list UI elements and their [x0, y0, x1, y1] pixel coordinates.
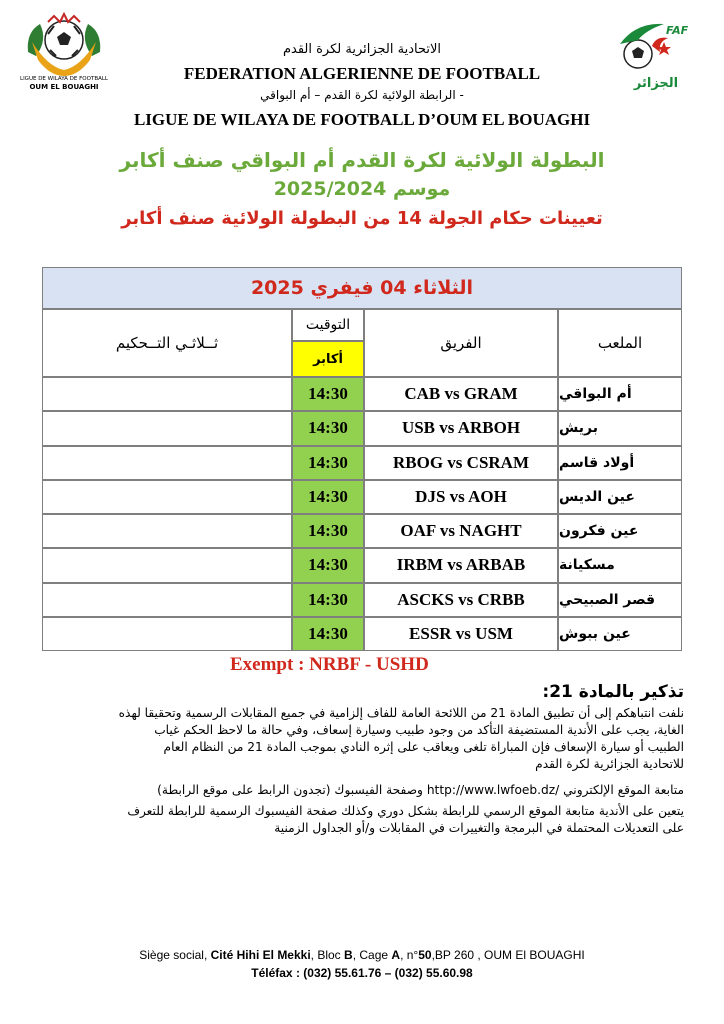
footer-phone: Téléfax : (032) 55.61.76 – (032) 55.60.98 [251, 966, 473, 980]
referees-cell [42, 514, 292, 548]
time-cell: 14:30 [292, 514, 364, 548]
league-logo-line1: LIGUE DE WILAYA DE FOOTBALL [20, 76, 108, 82]
match-cell: ASCKS vs CRBB [364, 583, 558, 617]
footer-prefix: Siège social, [139, 948, 208, 962]
referees-cell [42, 548, 292, 582]
referees-cell [42, 377, 292, 411]
faf-logo-text: الجزائر [633, 76, 679, 91]
reminder-line: نلفت انتباهكم إلى أن تطبيق المادة 21 من اللائحة العامة للفاف إلزامية في جميع المقابلات الرسمية وتحقيقا لهذه [118, 706, 684, 720]
championship-title: البطولة الولائية لكرة القدم أم البواقي صنف أكابر [119, 148, 605, 172]
venue-cell: عين فكرون [558, 514, 682, 548]
time-cell: 14:30 [292, 548, 364, 582]
footer-cage: A [391, 948, 401, 962]
match-date: الثلاثاء 04 فيفري 2025 [42, 267, 682, 309]
match-cell: USB vs ARBOH [364, 411, 558, 445]
footer-part2: , Bloc [310, 948, 341, 962]
venue-cell: عين ببوش [558, 617, 682, 651]
venue-cell: أم البواقي [558, 377, 682, 411]
match-cell: DJS vs AOH [364, 480, 558, 514]
footer-address [0, 948, 724, 962]
footer-bloc: B [344, 948, 353, 962]
referees-cell [42, 583, 292, 617]
assignments-title: تعيينات حكام الجولة 14 من البطولة الولائية صنف أكابر [121, 208, 603, 229]
referees-cell [42, 480, 292, 514]
referees-cell [42, 446, 292, 480]
footer-part5: ,BP 260 , OUM El BOUAGHI [431, 948, 585, 962]
reminder-line: للاتحادية الجزائرية لكرة القدم [535, 757, 684, 771]
season-title: موسم 2025/2024 [273, 178, 451, 200]
league-name-arabic: الرابطة الولائية لكرة القدم – أم البواقي - [260, 88, 464, 102]
league-name-french: LIGUE DE WILAYA DE FOOTBALL D’OUM EL BOUAGHI [133, 110, 591, 129]
time-cell: 14:30 [292, 480, 364, 514]
reminder-line: متابعة الموقع الإلكتروني /http://www.lwfoeb.dz وصفحة الفيسبوك (تجدون الرابط على موقع الرابطة) [157, 783, 684, 797]
match-cell: IRBM vs ARBAB [364, 548, 558, 582]
time-cell: 14:30 [292, 411, 364, 445]
faf-logo-mark: FAF [666, 24, 689, 37]
venue-cell: مسكيانة [558, 548, 682, 582]
footer-street: Cité Hihi El Mekki [210, 948, 311, 962]
reminder-title: تذكير بالمادة 21: [542, 682, 684, 702]
footer-part3: , Cage [352, 948, 389, 962]
header-time: التوقيت [292, 309, 364, 341]
league-logo-line2: OUM EL BOUAGHI [29, 83, 99, 91]
time-cell: 14:30 [292, 583, 364, 617]
reminder-line: على التعديلات المحتملة في البرمجة والتغييرات في المقابلات و/أو الجداول الزمنية [274, 821, 684, 835]
federation-name-french: FEDERATION ALGERIENNE DE FOOTBALL [183, 64, 541, 83]
venue-cell: بريش [558, 411, 682, 445]
footer-num: 50 [418, 948, 432, 962]
time-cell: 14:30 [292, 617, 364, 651]
referees-cell [42, 411, 292, 445]
header-venue: الملعب [558, 309, 682, 377]
reminder-line: الغاية، يجب على الأندية المستضيفة التأكد من وجود طبيب وسيارة إسعاف، وفي حالة ما لاحظ الحكم غياب [154, 723, 684, 737]
reminder-line: الطبيب أو سيارة الإسعاف فإن المباراة تلغى ويعاقب على إثره النادي بموجب المادة 21 من النظام العام [163, 740, 684, 754]
match-cell: RBOG vs CSRAM [364, 446, 558, 480]
time-cell: 14:30 [292, 446, 364, 480]
venue-cell: عين الديس [558, 480, 682, 514]
venue-cell: قصر الصبيحي [558, 583, 682, 617]
referee-assignments-table [42, 267, 682, 651]
reminder-line: يتعين على الأندية متابعة الموقع الرسمي للرابطة بشكل دوري وكذلك صفحة الفيسبوك الرسمية للرابطة للتعرف [127, 804, 684, 818]
time-cell: 14:30 [292, 377, 364, 411]
header-referees: ثــلاثـي التــحكيم [42, 309, 292, 377]
exempt-teams: Exempt : NRBF - USHD [230, 654, 429, 675]
header-team: الفريق [364, 309, 558, 377]
footer-part4: , n° [400, 948, 419, 962]
referees-cell [42, 617, 292, 651]
federation-name-arabic: الاتحادية الجزائرية لكرة القدم [282, 42, 442, 57]
match-cell: ESSR vs USM [364, 617, 558, 651]
venue-cell: أولاد قاسم [558, 446, 682, 480]
match-cell: CAB vs GRAM [364, 377, 558, 411]
match-cell: OAF vs NAGHT [364, 514, 558, 548]
header-category: أكابر [292, 341, 364, 377]
